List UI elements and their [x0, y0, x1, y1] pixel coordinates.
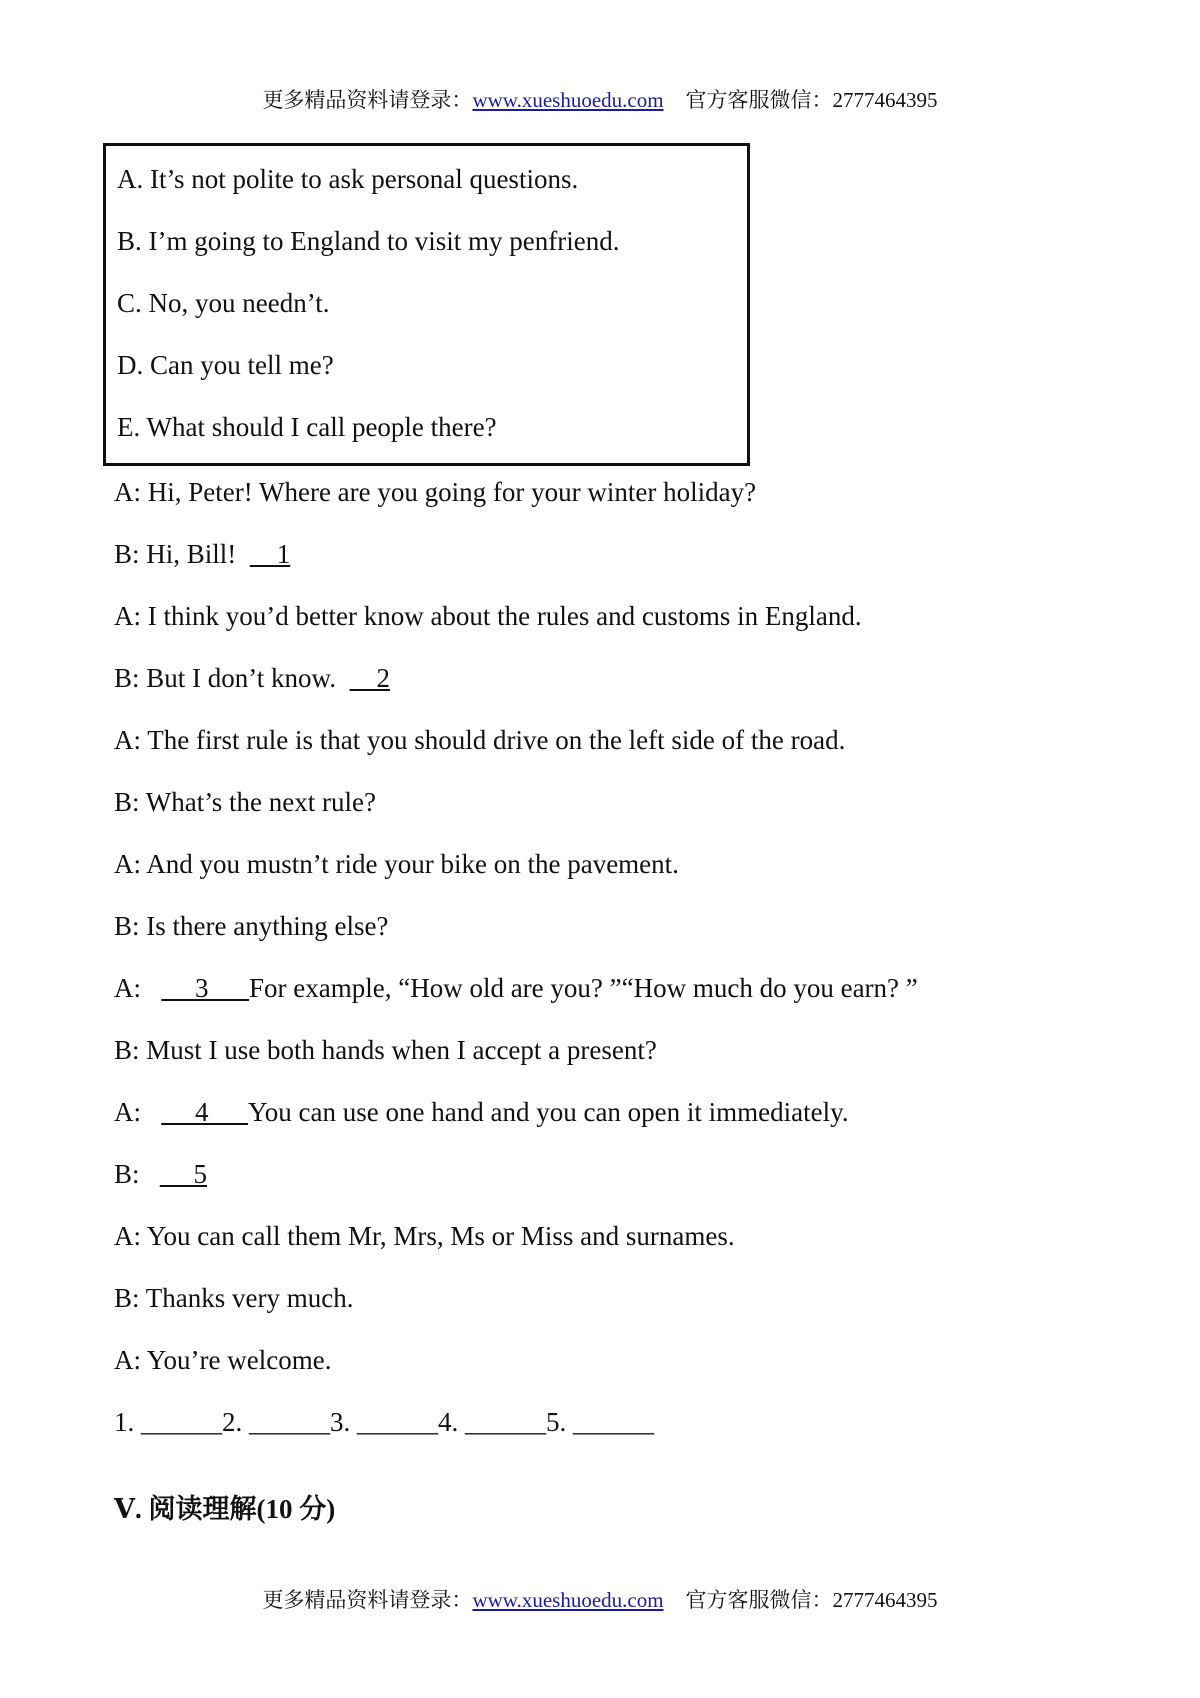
- blank-4: 4: [161, 1097, 248, 1127]
- dialogue-text: B: But I don’t know.: [114, 663, 337, 693]
- dialogue-line-7: A: And you mustn’t ride your bike on the pavement.: [114, 849, 679, 879]
- dialogue-line-12: [114, 1158, 207, 1190]
- dialogue-line-15: A: You’re welcome.: [114, 1345, 332, 1375]
- dialogue-line-11: [114, 1096, 849, 1128]
- answer-line: 1. ______2. ______3. ______4. ______5. ______: [114, 1407, 654, 1437]
- page-header: [0, 86, 1200, 114]
- dialogue-line-13: A: You can call them Mr, Mrs, Ms or Miss and surnames.: [114, 1221, 735, 1251]
- dialogue-line-5: A: The first rule is that you should drive on the left side of the road.: [114, 725, 846, 755]
- dialogue-line-3: A: I think you’d better know about the rules and customs in England.: [114, 601, 862, 631]
- dialogue-line-10: B: Must I use both hands when I accept a present?: [114, 1035, 657, 1065]
- header-link[interactable]: www.xueshuoedu.com: [472, 88, 664, 112]
- dialogue-text: You can use one hand and you can open it immediately.: [248, 1097, 849, 1127]
- dialogue-line-9: [114, 972, 918, 1004]
- dialogue-text: For example, “How old are you? ”“How much do you earn? ”: [249, 973, 918, 1003]
- option-e: E. What should I call people there?: [117, 412, 497, 442]
- dialogue-line-14: B: Thanks very much.: [114, 1283, 354, 1313]
- section-title: Ⅴ. 阅读理解(10 分): [114, 1494, 336, 1524]
- dialogue-line-1: A: Hi, Peter! Where are you going for your winter holiday?: [114, 477, 757, 507]
- footer-link[interactable]: www.xueshuoedu.com: [472, 1588, 664, 1612]
- blank-2: 2: [349, 663, 391, 693]
- dialogue-speaker: A:: [114, 1097, 141, 1127]
- blank-5: 5: [159, 1159, 208, 1189]
- blank-1: 1: [249, 539, 291, 569]
- page-footer: [0, 1586, 1200, 1614]
- option-c: C. No, you needn’t.: [117, 288, 330, 318]
- option-a: A. It’s not polite to ask personal questions.: [117, 164, 579, 194]
- dialogue-line-8: B: Is there anything else?: [114, 911, 389, 941]
- option-b: B. I’m going to England to visit my penfriend.: [117, 226, 620, 256]
- footer-prefix: 更多精品资料请登录：: [262, 1588, 473, 1612]
- dialogue-speaker: B:: [114, 1159, 140, 1189]
- dialogue-line-2: [114, 538, 290, 570]
- footer-service: 官方客服微信：2777464395: [685, 1588, 938, 1612]
- header-service: 官方客服微信：2777464395: [685, 88, 938, 112]
- blank-3: 3: [161, 973, 249, 1003]
- options-box: [103, 143, 750, 466]
- header-prefix: 更多精品资料请登录：: [262, 88, 473, 112]
- dialogue-line-4: [114, 662, 390, 694]
- dialogue-speaker: A:: [114, 973, 141, 1003]
- dialogue-text: B: Hi, Bill!: [114, 539, 237, 569]
- dialogue-line-6: B: What’s the next rule?: [114, 787, 376, 817]
- option-d: D. Can you tell me?: [117, 350, 334, 380]
